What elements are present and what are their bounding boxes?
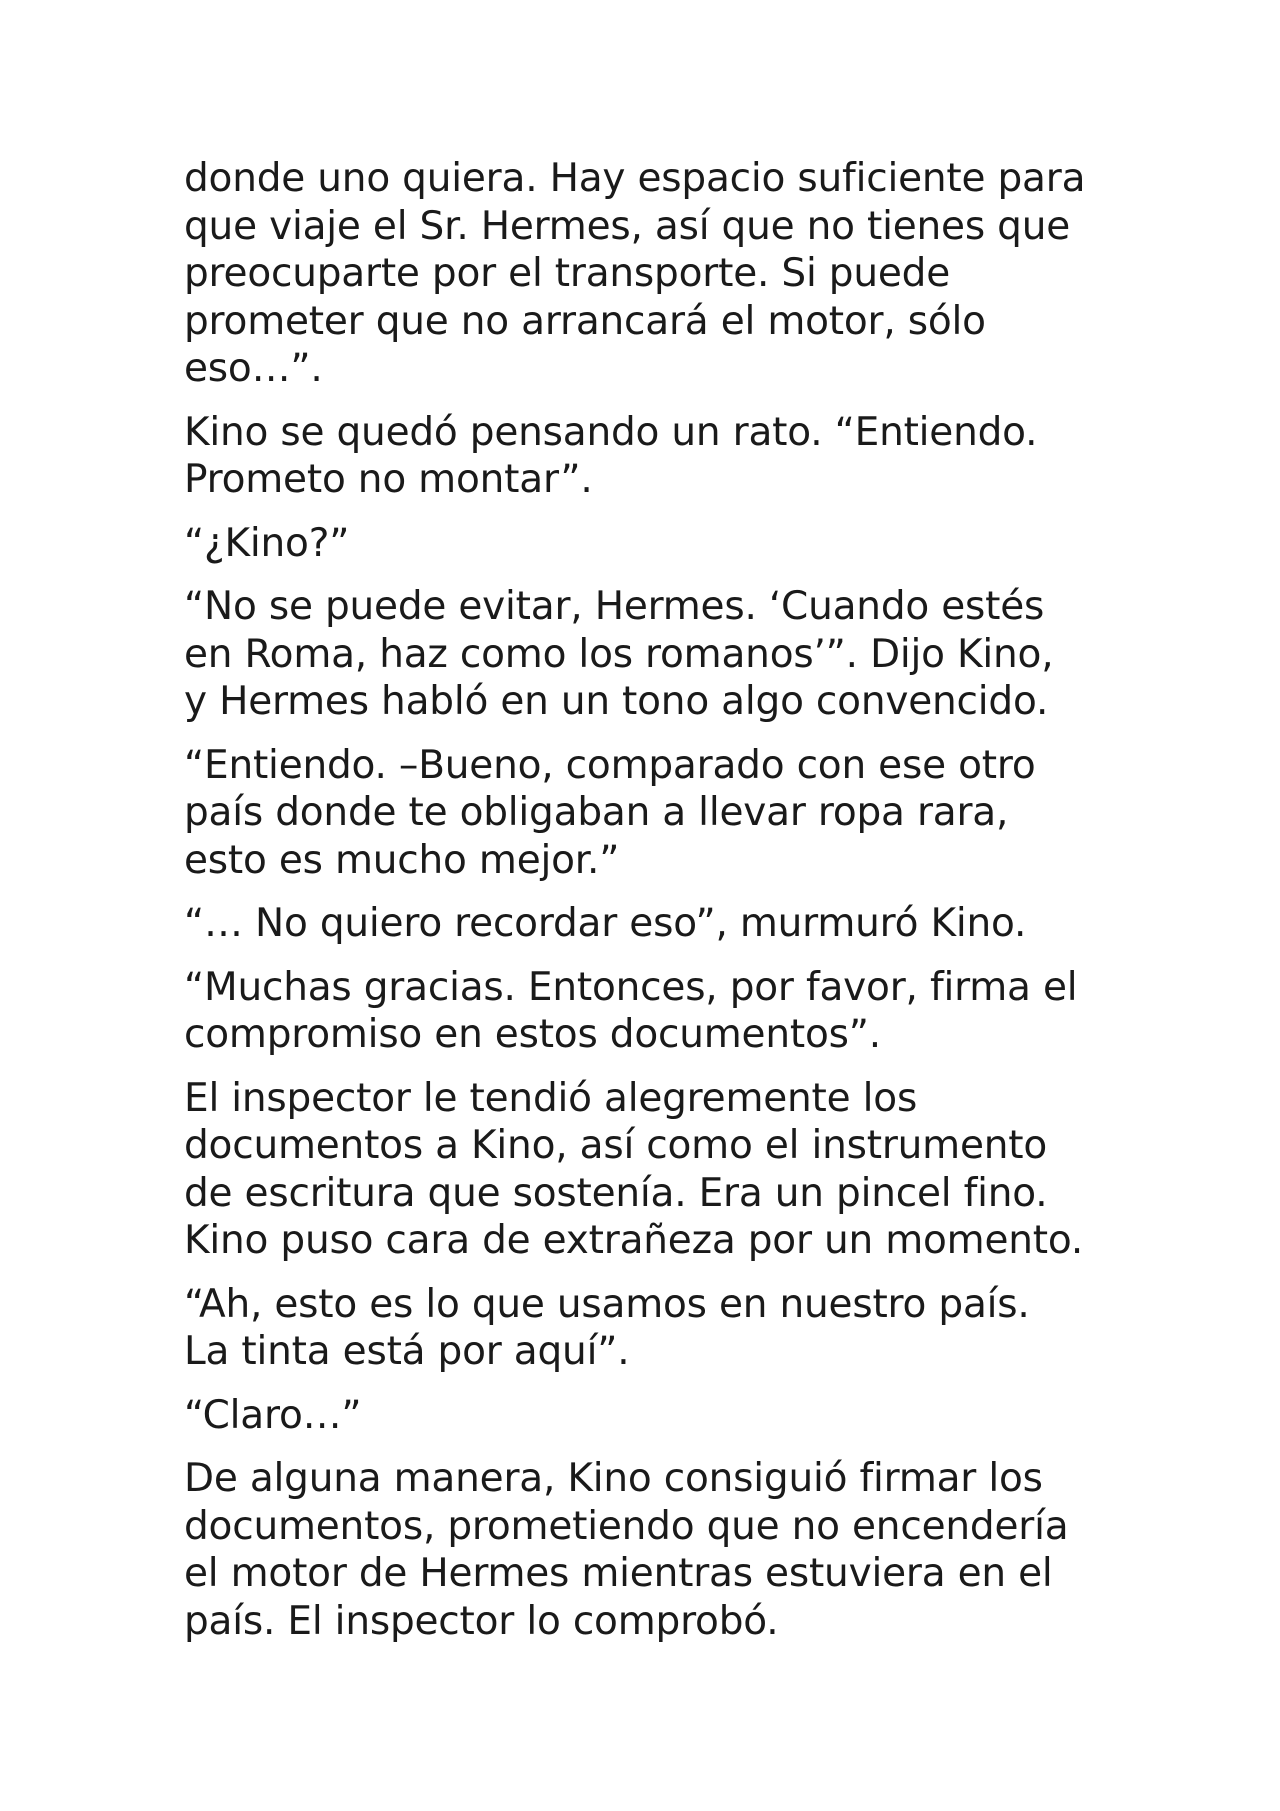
text-line: documentos, prometiendo que no encendería (184, 1503, 1069, 1549)
paragraph (184, 1455, 1104, 1645)
paragraph (184, 1281, 1104, 1376)
text-line: país donde te obligaban a llevar ropa rara, (184, 790, 1009, 835)
text-line: preocuparte por el transporte. Si puede (184, 251, 950, 296)
text-line: en Roma, haz como los romanos’”. Dijo Kino, (184, 631, 1054, 677)
text-line: país. El inspector lo comprobó. (184, 1598, 779, 1644)
paragraph (184, 1075, 1104, 1265)
paragraph (184, 1392, 1104, 1440)
text-line: La tinta está por aquí”. (184, 1329, 630, 1374)
paragraph (184, 520, 1104, 568)
text-line: “Entiendo. –Bueno, comparado con ese otro (184, 742, 1036, 788)
text-body (184, 155, 1104, 1661)
text-line: “Ah, esto es lo que usamos en nuestro país. (184, 1281, 1030, 1327)
text-line: esto es mucho mejor.” (184, 837, 620, 883)
paragraph (184, 583, 1104, 726)
paragraph (184, 409, 1104, 504)
text-line: Prometo no montar”. (184, 457, 593, 502)
text-line: De alguna manera, Kino consiguió firmar los (184, 1456, 1043, 1501)
text-line: y Hermes habló en un tono algo convencido. (184, 679, 1049, 724)
text-line: el motor de Hermes mientras estuviera en el (184, 1551, 1053, 1596)
paragraph (184, 900, 1104, 948)
text-line: Kino se quedó pensando un rato. “Entiendo. (184, 409, 1038, 455)
text-line: eso…”. (184, 346, 323, 391)
paragraph (184, 742, 1104, 885)
text-line: de escritura que sostenía. Era un pincel fino. (184, 1170, 1048, 1216)
text-line: Kino puso cara de extrañeza por un momento. (184, 1218, 1084, 1263)
text-line: donde uno quiera. Hay espacio suficiente para (184, 156, 1086, 201)
text-line: “Muchas gracias. Entonces, por favor, firma el (184, 964, 1078, 1010)
paragraph (184, 155, 1104, 393)
text-line: “No se puede evitar, Hermes. ‘Cuando estés (184, 584, 1045, 629)
text-line: El inspector le tendió alegremente los (184, 1075, 918, 1121)
text-line: “Claro…” (184, 1392, 362, 1438)
text-line: “… No quiero recordar eso”, murmuró Kino. (184, 901, 1027, 946)
text-line: compromiso en estos documentos”. (184, 1012, 881, 1057)
paragraph (184, 964, 1104, 1059)
text-line: “¿Kino?” (184, 520, 350, 566)
text-line: prometer que no arrancará el motor, sólo (184, 298, 986, 344)
text-line: documentos a Kino, así como el instrumento (184, 1123, 1048, 1168)
text-line: que viaje el Sr. Hermes, así que no tienes que (184, 203, 1071, 249)
